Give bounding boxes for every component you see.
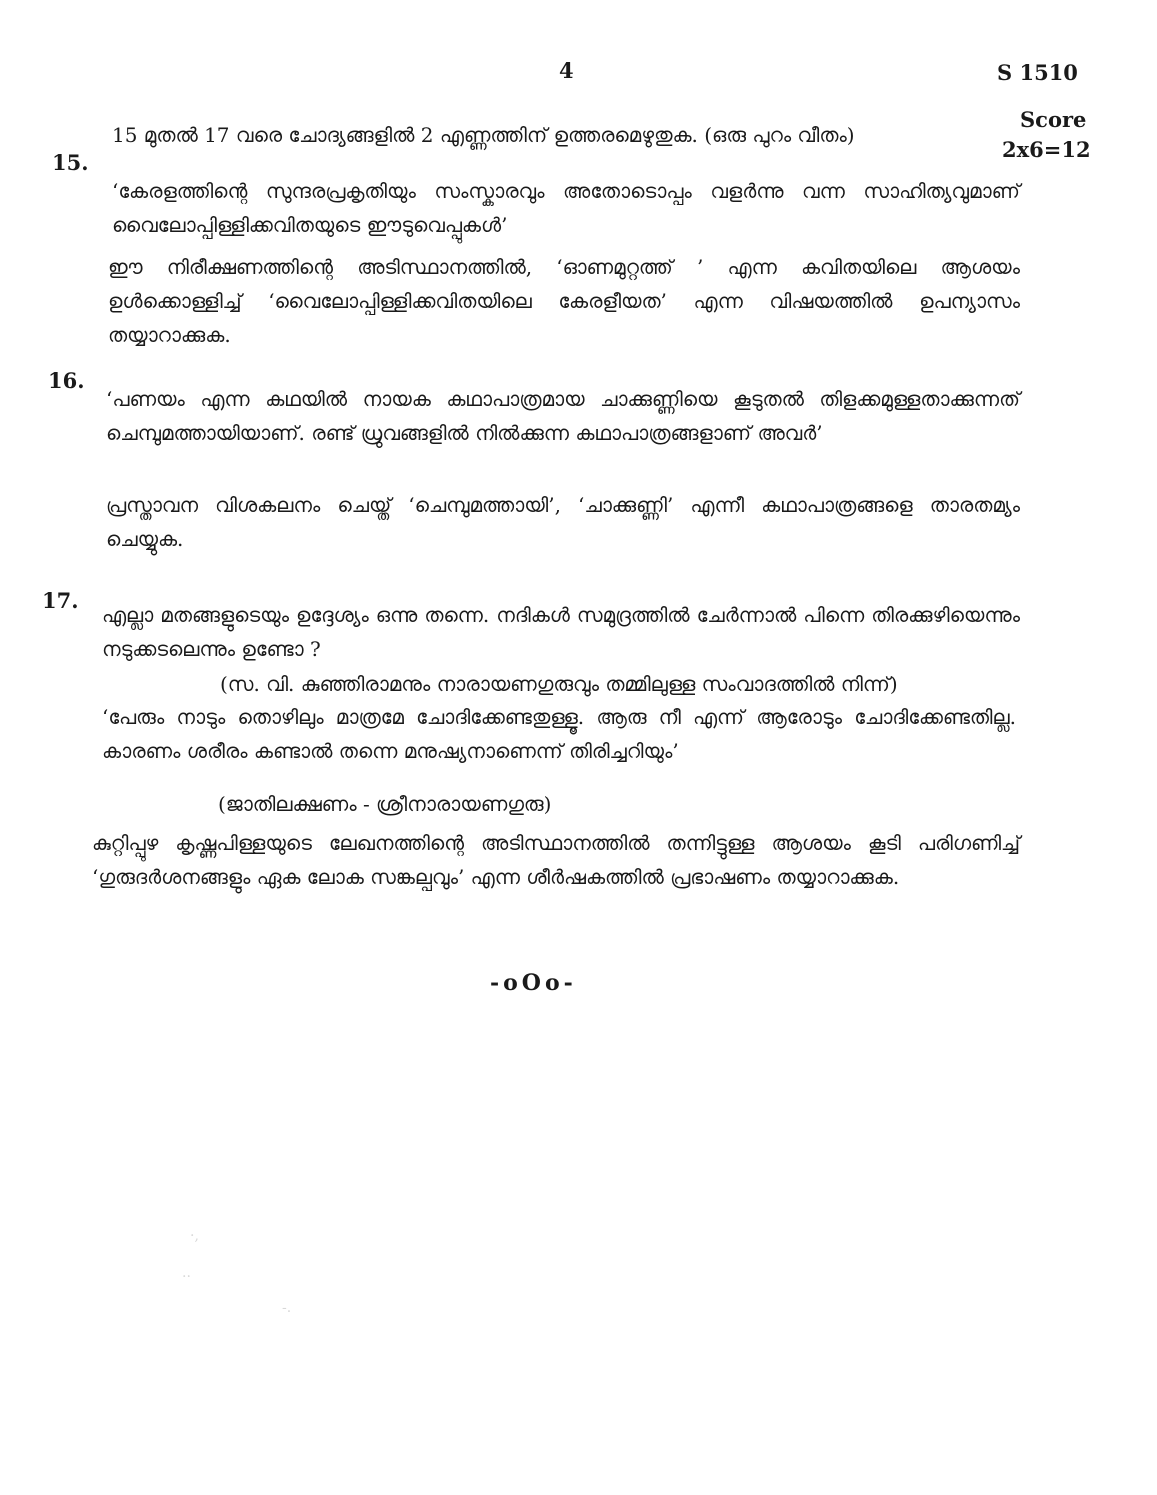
score-label: Score	[1020, 107, 1087, 132]
question-16-quote: ‘പണയം എന്ന കഥയിൽ നായക കഥാപാത്രമായ ചാക്കുണ്ണിയെ കൂടുതൽ തിളക്കമുള്ളതാക്കുന്നത് ചെമ്പുമത്തായിയാണ്. രണ്ട് ധ്രുവങ്ങളിൽ നിൽക്കുന്ന കഥാപാത്രങ്ങളാണ് അവർ’	[106, 387, 1020, 445]
question-17-source-1: (സ. വി. കുഞ്ഞിരാമനും നാരായണഗുരുവും തമ്മിലുള്ള സംവാദത്തിൽ നിന്ന്)	[220, 672, 898, 696]
question-number-17: 17.	[42, 588, 79, 613]
paper-code: S 1510	[997, 60, 1078, 85]
question-17-quote-2: ‘പേരും നാടും തൊഴിലും മാത്രമേ ചോദിക്കേണ്ടതുള്ളൂ. ആരു നീ എന്ന് ആരോടും ചോദിക്കേണ്ടതില്ല. കാരണം ശരീരം കണ്ടാൽ തന്നെ മനുഷ്യനാണെന്ന് തിരിച്ചറിയും’	[102, 705, 1016, 763]
question-16-task: പ്രസ്താവന വിശകലനം ചെയ്ത് ‘ചെമ്പുമത്തായി’, ‘ചാക്കുണ്ണി’ എന്നീ കഥാപാത്രങ്ങളെ താരതമ്യം ചെയ്യുക.	[106, 493, 1020, 551]
section-instruction: 15 മുതൽ 17 വരെ ചോദ്യങ്ങളിൽ 2 എണ്ണത്തിന് ഉത്തരമെഴുതുക. (ഒരു പുറം വീതം)	[112, 123, 855, 147]
scan-artifact: -.	[282, 1300, 292, 1316]
question-number-15: 15.	[52, 150, 89, 175]
end-of-paper-mark: -oOo-	[490, 970, 577, 996]
question-17-source-2: (ജാതിലക്ഷണം - ശ്രീനാരായണഗുരു)	[218, 792, 552, 816]
scan-artifact: ..	[182, 1265, 191, 1281]
question-17-quote-1: എല്ലാ മതങ്ങളുടെയും ഉദ്ദേശ്യം ഒന്നു തന്നെ. നദികൾ സമുദ്രത്തിൽ ചേർന്നാൽ പിന്നെ തിരക്കുഴിയെന്നും നടുക്കടലെന്നും ഉണ്ടോ ?	[102, 603, 1020, 661]
score-value: 2x6=12	[1002, 137, 1091, 162]
question-15-task: ഈ നിരീക്ഷണത്തിന്റെ അടിസ്ഥാനത്തിൽ, ‘ഓണമുറ്റത്ത് ’ എന്ന കവിതയിലെ ആശയം ഉൾക്കൊള്ളിച്ച് ‘വൈലോപ്പിള്ളിക്കവിതയിലെ കേരളീയത’ എന്ന വിഷയത്തിൽ ഉപന്യാസം തയ്യാറാക്കുക.	[108, 255, 1020, 347]
page-number: 4	[559, 58, 574, 83]
question-17-task: കുറ്റിപ്പുഴ കൃഷ്ണപിള്ളയുടെ ലേഖനത്തിന്റെ അടിസ്ഥാനത്തിൽ തന്നിട്ടുള്ള ആശയം കൂടി പരിഗണിച്ച് ‘ഗുരുദർശനങ്ങളും ഏക ലോക സങ്കല്പവും’ എന്ന ശീർഷകത്തിൽ പ്രഭാഷണം തയ്യാറാക്കുക.	[92, 831, 1020, 889]
scan-artifact: ·,	[190, 1228, 199, 1244]
question-15-quote: ‘കേരളത്തിന്റെ സുന്ദരപ്രകൃതിയും സംസ്കാരവും അതോടൊപ്പം വളർന്നു വന്ന സാഹിത്യവുമാണ് വൈലോപ്പിള്ളിക്കവിതയുടെ ഈടുവെപ്പുകൾ’	[112, 179, 1020, 237]
question-number-16: 16.	[48, 368, 85, 393]
